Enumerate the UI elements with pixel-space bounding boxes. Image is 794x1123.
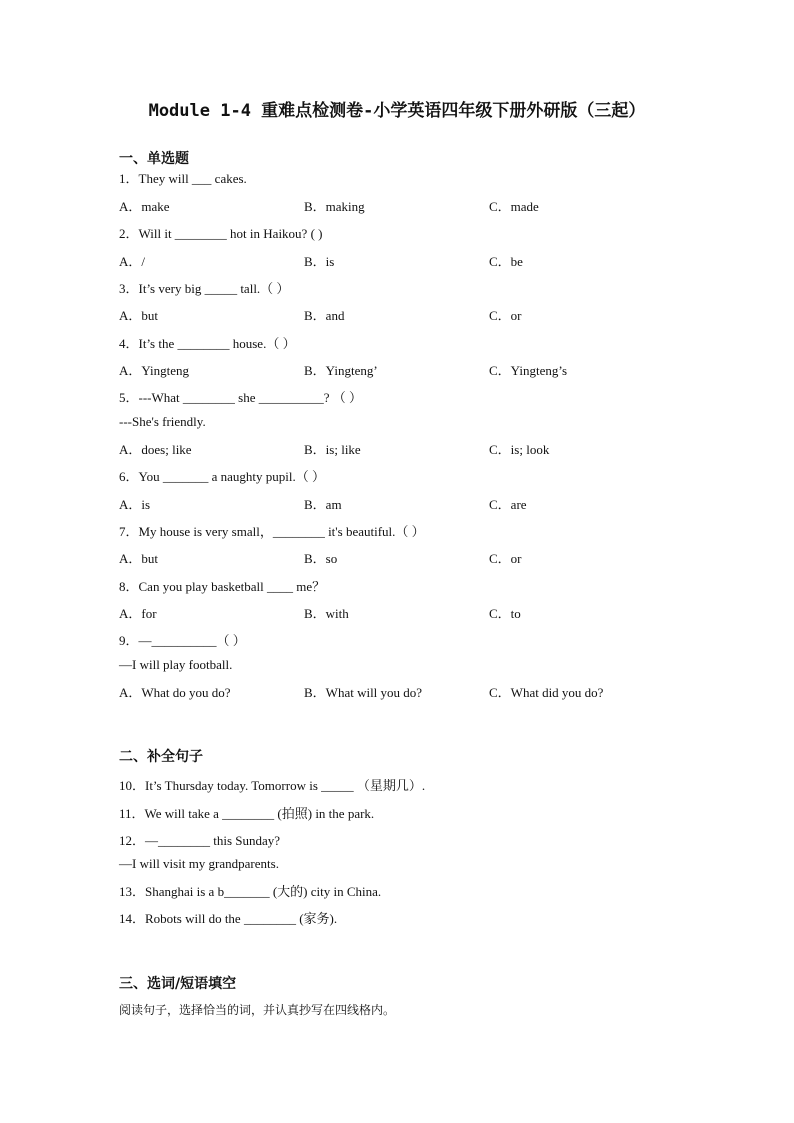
q5-option-c: C．is; look xyxy=(489,442,550,457)
q8-option-a: A．for xyxy=(119,606,157,621)
question-1: 1．They will ___ cakes. xyxy=(119,171,247,186)
question-10: 10．It’s Thursday today. Tomorrow is _____ （星期几）. xyxy=(119,778,426,793)
q3-option-c: C．or xyxy=(489,308,522,323)
page-title: Module 1-4 重难点检测卷-小学英语四年级下册外研版（三起） xyxy=(148,101,646,121)
question-5: 5．---What ________ she __________? （ ） xyxy=(119,390,362,405)
q9-option-b: B．What will you do? xyxy=(304,685,423,700)
q9-option-c: C．What did you do? xyxy=(489,685,604,700)
q7-option-b: B．so xyxy=(304,551,338,566)
section-3-instructions: 阅读句子，选择恰当的词，并认真抄写在四线格内。 xyxy=(119,1003,396,1017)
q2-option-c: C．be xyxy=(489,254,523,269)
question-12: 12．—________ this Sunday? xyxy=(119,833,281,848)
q8-option-b: B．with xyxy=(304,606,349,621)
q3-option-a: A．but xyxy=(119,308,159,323)
question-9: 9．—__________（ ） xyxy=(119,633,246,648)
q5-option-a: A．does; like xyxy=(119,442,192,457)
q9-option-a: A．What do you do? xyxy=(119,685,231,700)
q2-option-b: B．is xyxy=(304,254,335,269)
question-5-reply: ---She's friendly. xyxy=(119,414,206,429)
question-14: 14．Robots will do the ________ (家务). xyxy=(119,911,338,926)
question-9-reply: —I will play football. xyxy=(119,657,233,672)
question-6: 6．You _______ a naughty pupil.（ ） xyxy=(119,469,325,484)
question-11: 11．We will take a ________ (拍照) in the park. xyxy=(119,806,375,821)
section-heading-word-fill: 三、选词/短语填空 xyxy=(119,976,237,992)
q8-option-c: C．to xyxy=(489,606,521,621)
question-12-reply: —I will visit my grandparents. xyxy=(119,856,279,871)
q7-option-a: A．but xyxy=(119,551,159,566)
section-heading-complete-sentences: 二、补全句子 xyxy=(119,749,203,765)
question-3: 3．It’s very big _____ tall.（ ） xyxy=(119,281,290,296)
q4-option-a: A．Yingteng xyxy=(119,363,190,378)
section-heading-single-choice: 一、单选题 xyxy=(119,151,189,167)
question-2: 2．Will it ________ hot in Haikou? ( ) xyxy=(119,226,323,241)
q3-option-b: B．and xyxy=(304,308,345,323)
question-13: 13．Shanghai is a b_______ (大的) city in China. xyxy=(119,884,382,899)
q6-option-c: C．are xyxy=(489,497,527,512)
q2-option-a: A．/ xyxy=(119,254,146,269)
q4-option-c: C．Yingteng’s xyxy=(489,363,568,378)
q7-option-c: C．or xyxy=(489,551,522,566)
question-4: 4．It’s the ________ house.（ ） xyxy=(119,336,296,351)
q1-option-c: C．made xyxy=(489,199,539,214)
q1-option-a: A．make xyxy=(119,199,170,214)
question-7: 7．My house is very small，________ it's beautiful.（ ） xyxy=(119,524,425,539)
q6-option-b: B．am xyxy=(304,497,342,512)
q5-option-b: B．is; like xyxy=(304,442,361,457)
q4-option-b: B．Yingteng’ xyxy=(304,363,378,378)
q1-option-b: B．making xyxy=(304,199,365,214)
question-8: 8．Can you play basketball ____ me？ xyxy=(119,579,326,594)
q6-option-a: A．is xyxy=(119,497,151,512)
